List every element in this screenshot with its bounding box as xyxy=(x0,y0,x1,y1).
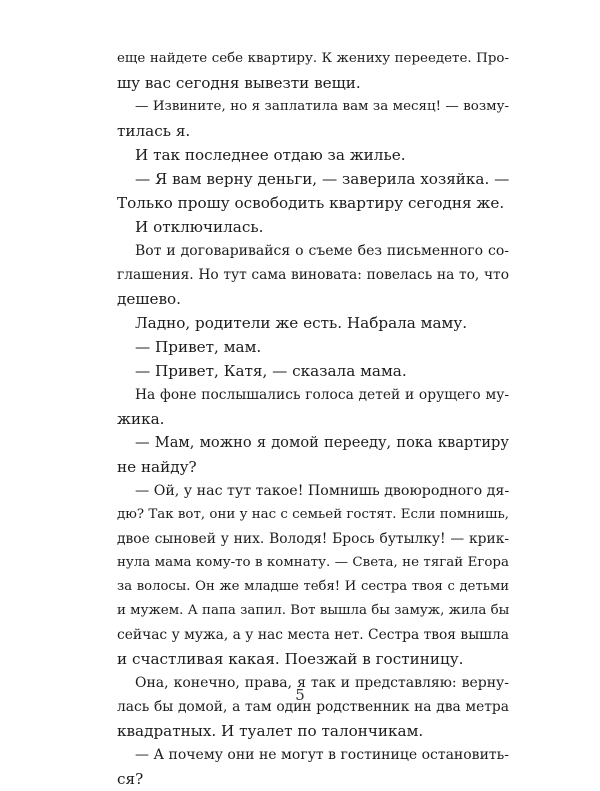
text-line: — Ой, у нас тут такое! Помнишь двоюродного дя- xyxy=(135,483,510,499)
text-line: лась бы домой, а там один родственник на два метра xyxy=(117,699,509,715)
text-line: И отключилась. xyxy=(135,218,264,236)
page-number: 5 xyxy=(295,686,305,704)
text-line: Только прошу освободить квартиру сегодня же. xyxy=(117,194,505,212)
text-line: и мужем. А папа запил. Вот вышла бы замуж, жила бы xyxy=(117,603,510,618)
text-line: сейчас у мужа, а у нас места нет. Сестра твоя вышла xyxy=(117,627,509,643)
text-line: — Извините, но я заплатила вам за месяц! — возму- xyxy=(135,99,509,114)
text-line: жика. xyxy=(117,410,165,428)
text-line: — Привет, Катя, — сказала мама. xyxy=(135,362,407,380)
text-line: — А почему они не могут в гостинице остановить- xyxy=(135,747,509,763)
text-line: двое сыновей у них. Володя! Брось бутылку! — крик- xyxy=(117,531,509,547)
text-line: не найду? xyxy=(117,458,197,476)
text-line: И так последнее отдаю за жилье. xyxy=(135,146,406,164)
text-line: Ладно, родители же есть. Набрала маму. xyxy=(135,314,468,332)
text-line: тилась я. xyxy=(117,122,191,140)
text-line: — Привет, мам. xyxy=(135,338,262,356)
text-line: глашения. Но тут сама виновата: повелась на то, что xyxy=(117,267,509,283)
text-line: — Мам, можно я домой перееду, пока квартиру xyxy=(135,434,509,451)
text-line: — Я вам верну деньги, — заверила хозяйка. — xyxy=(135,170,510,188)
text-line: ся? xyxy=(117,770,144,788)
text-line: за волосы. Он же младше тебя! И сестра твоя с детьми xyxy=(117,579,509,594)
text-line: квадратных. И туалет по талончикам. xyxy=(117,722,424,740)
text-line: Вот и договаривайся о съеме без письменного со- xyxy=(135,243,509,259)
text-line: Она, конечно, права, я так и представляю: верну- xyxy=(135,675,509,691)
text-line: шу вас сегодня вывезти вещи. xyxy=(117,74,361,92)
text-line: еще найдете себе квартиру. К жениху переедете. Про- xyxy=(117,51,509,66)
text-line: дешево. xyxy=(117,290,181,308)
text-line: и счастливая какая. Поезжай в гостиницу. xyxy=(117,650,464,668)
book-page-text xyxy=(117,47,509,791)
text-line: дю? Так вот, они у нас с семьей гостят. Если помнишь, xyxy=(117,507,509,522)
text-line: нула мама кому-то в комнату. — Света, не тягай Егора xyxy=(117,555,509,570)
text-line: На фоне послышались голоса детей и орущего му- xyxy=(135,387,509,403)
